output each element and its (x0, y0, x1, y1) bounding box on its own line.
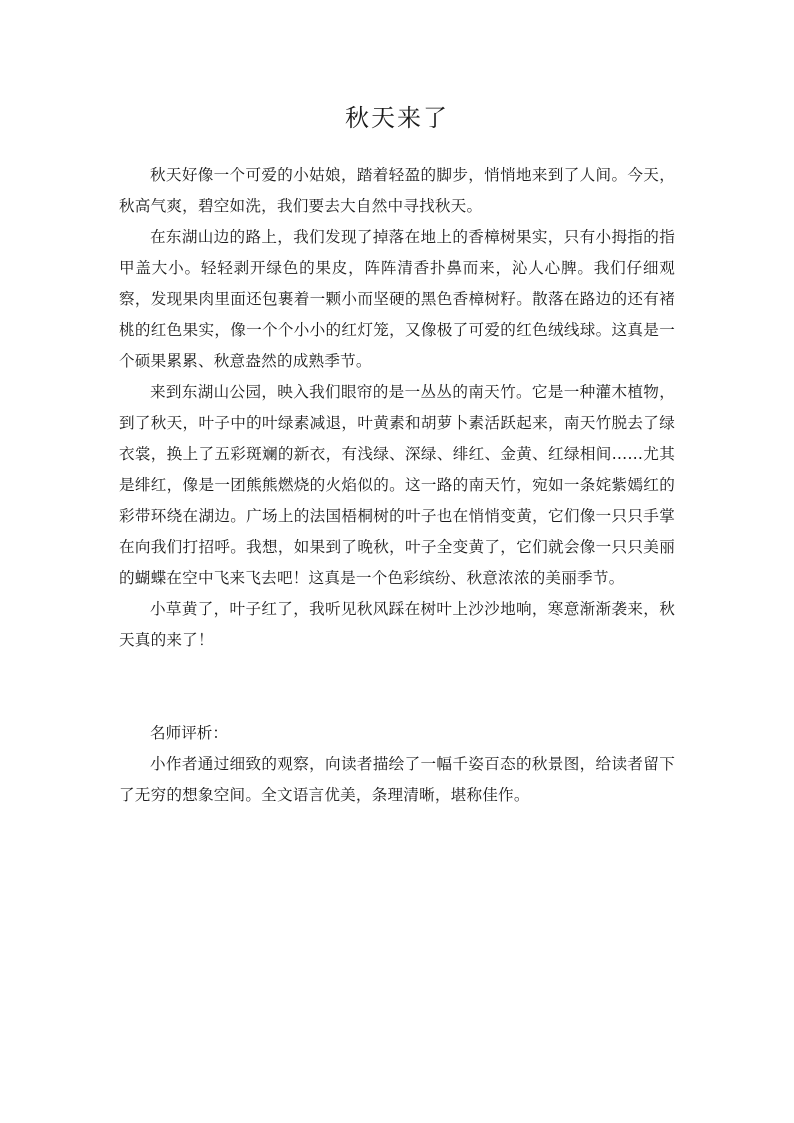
teacher-comment-text: 小作者通过细致的观察，向读者描绘了一幅千姿百态的秋景图，给读者留下了无穷的想象空间。全文语言优美，条理清晰，堪称佳作。 (119, 755, 675, 804)
essay-paragraph-3: 来到东湖山公园，映入我们眼帘的是一丛丛的南天竹。它是一种灌木植物，到了秋天，叶子中的叶绿素减退，叶黄素和胡萝卜素活跃起来，南天竹脱去了绿衣裳，换上了五彩斑斓的新衣，有浅绿、深绿、绯红、金黄、红绿相间……尤其是绯红，像是一团熊熊燃烧的火焰似的。这一路的南天竹，宛如一条姹紫嫣红的彩带环绕在湖边。广场上的法国梧桐树的叶子也在悄悄变黄，它们像一只只手掌在向我们打招呼。我想，如果到了晚秋，叶子全变黄了，它们就会像一只只美丽的蝴蝶在空中飞来飞去吧！这真是一个色彩缤纷、秋意浓浓的美丽季节。 (119, 383, 675, 587)
teacher-comment (119, 718, 675, 811)
teacher-comment-label: 名师评析： (150, 724, 228, 742)
document-title: 秋天来了 (345, 104, 449, 132)
essay-paragraph-4: 小草黄了，叶子红了，我听见秋风踩在树叶上沙沙地响，寒意渐渐袭来，秋天真的来了！ (119, 600, 675, 649)
essay-paragraph-2: 在东湖山边的路上，我们发现了掉落在地上的香樟树果实，只有小拇指的指甲盖大小。轻轻剥开绿色的果皮，阵阵清香扑鼻而来，沁人心脾。我们仔细观察，发现果肉里面还包裹着一颗小而坚硬的黑色香樟树籽。散落在路边的还有褚桃的红色果实，像一个个小小的红灯笼，又像极了可爱的红色绒线球。这真是一个硕果累累、秋意盎然的成熟季节。 (119, 228, 675, 370)
essay-body (119, 160, 675, 656)
essay-paragraph-1: 秋天好像一个可爱的小姑娘，踏着轻盈的脚步，悄悄地来到了人间。今天，秋高气爽，碧空如洗，我们要去大自然中寻找秋天。 (119, 166, 675, 215)
